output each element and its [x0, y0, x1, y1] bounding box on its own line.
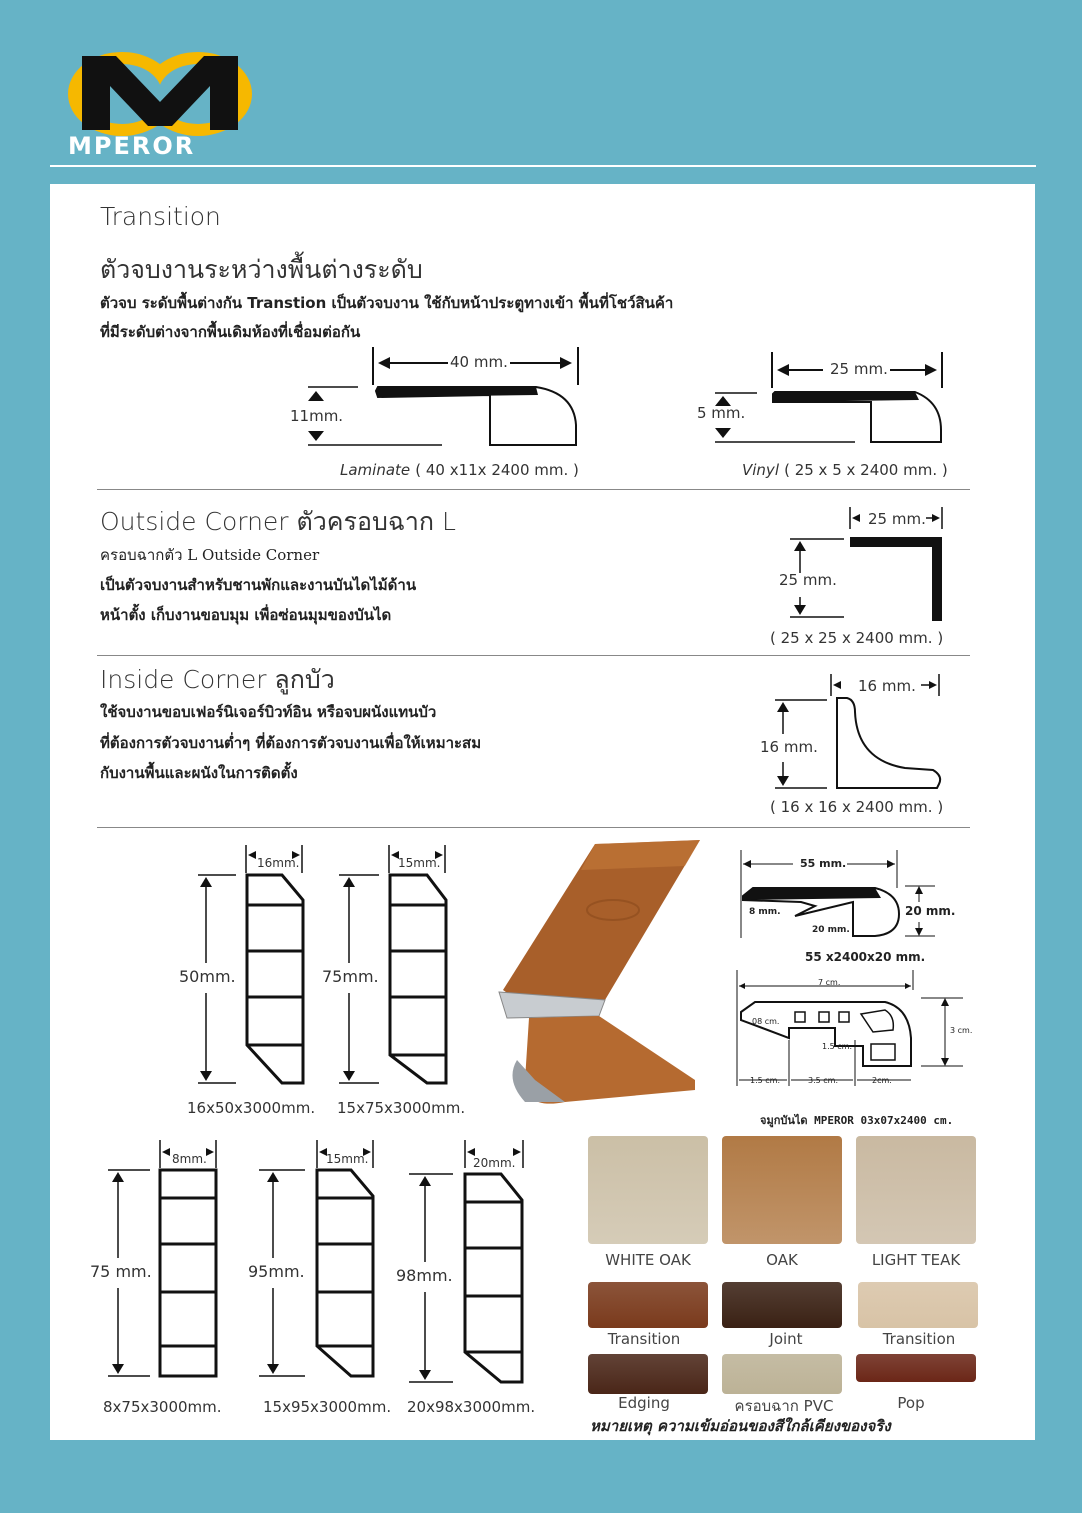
vinyl-caption [742, 460, 948, 479]
profile-15x95-width: 15mm. [326, 1152, 369, 1166]
swatch-label-oak: OAK [766, 1251, 798, 1269]
profile-8x75-caption: 8x75x3000mm. [103, 1398, 222, 1416]
stair-nose-large-inner: 1.5 cm. [822, 1042, 852, 1051]
vinyl-width: 25 mm. [830, 360, 888, 378]
stair-nose-large-left: 08 cm. [752, 1017, 780, 1026]
profile-16x50-height: 50mm. [179, 967, 236, 986]
swatch-light-teak [856, 1136, 976, 1244]
laminate-height: 11mm. [290, 407, 344, 425]
profile-20x98-width: 20mm. [473, 1156, 516, 1170]
profile-16x50-width: 16mm. [257, 856, 300, 870]
transition-desc-1: ตัวจบ ระดับพื้นต่างกัน Transtion เป็นตัวจบงาน ใช้กับหน้าประตูทางเข้า พื้นที่โชว์สินค้า [100, 294, 674, 312]
outside-corner-line-2: เป็นตัวจบงานสำหรับชานพักและงานบันไดไม้ด้าน [100, 576, 417, 594]
section-divider [97, 827, 970, 828]
profile-16x50-caption: 16x50x3000mm. [187, 1099, 316, 1117]
profile-8x75-height: 75 mm. [90, 1262, 152, 1281]
sample-label-pop: Pop [897, 1394, 925, 1412]
stair-nose-small-caption: 55 x2400x20 mm. [805, 950, 926, 964]
section-divider [97, 655, 970, 656]
outside-corner-caption: ( 25 x 25 x 2400 mm. ) [770, 629, 944, 647]
sample-label-transition-dark: Transition [607, 1330, 681, 1348]
profile-15x75-height: 75mm. [322, 967, 379, 986]
transition-desc-2: ที่มีระดับต่างจากพื้นเดิมห้องที่เชื่อมต่อกัน [100, 323, 361, 341]
sample-edging [588, 1354, 708, 1394]
sample-label-edging: Edging [618, 1394, 670, 1412]
laminate-caption-dims: ( 40 x11x 2400 mm. ) [415, 461, 579, 479]
stair-nose-large-right: 3 cm. [950, 1026, 973, 1035]
sample-label-pvc-corner: ครอบฉาก PVC [734, 1397, 834, 1415]
profile-20x98-caption: 20x98x3000mm. [407, 1398, 536, 1416]
stair-nose-large-diagram [735, 968, 975, 1088]
profile-15x75-width: 15mm. [398, 856, 441, 870]
laminate-width: 40 mm. [450, 353, 508, 371]
profile-20x98-height: 98mm. [396, 1266, 453, 1285]
swatch-label-light-teak: LIGHT TEAK [871, 1251, 961, 1269]
sample-pop [856, 1354, 976, 1382]
inside-corner-line-1: ใช้จบงานขอบเฟอร์นิเจอร์บิวท์อิน หรือจบผนังแทนบัว [100, 703, 437, 721]
vinyl-caption-name: Vinyl [742, 461, 779, 479]
stair-nose-small-inner: 8 mm. [749, 907, 781, 917]
sample-pvc-corner [722, 1354, 842, 1394]
brand-logo [60, 44, 260, 162]
outside-corner-width: 25 mm. [868, 510, 926, 528]
outside-corner-title: Outside Corner ตัวครอบฉาก L [100, 507, 456, 536]
profile-20x98-diagram [405, 1140, 535, 1385]
stair-nose-large-b1: 1.5 cm. [750, 1076, 780, 1085]
profile-8x75-width: 8mm. [172, 1152, 207, 1166]
laminate-caption [340, 460, 579, 479]
laminate-caption-name: Laminate [340, 461, 411, 479]
laminate-diagram [300, 345, 590, 455]
stair-nose-small-depth: 20 mm. [812, 925, 850, 935]
inside-corner-line-3: กับงานพื้นและผนังในการติดตั้ง [100, 764, 298, 782]
color-note: หมายเหตุ ความเข้มอ่อนของสีใกล้เคียงของจริง [590, 1417, 891, 1435]
stair-nose-large-caption: จมูกบันได MPEROR 03x07x2400 cm. [760, 1114, 954, 1127]
brand-name: MPEROR [68, 132, 196, 160]
stair-nose-large-b2: 3.5 cm. [808, 1076, 838, 1085]
section-divider [97, 489, 970, 490]
outside-corner-height: 25 mm. [779, 571, 837, 589]
sample-label-joint: Joint [769, 1330, 803, 1348]
swatch-oak [722, 1136, 842, 1244]
inside-corner-caption: ( 16 x 16 x 2400 mm. ) [770, 798, 944, 816]
header-rule [50, 165, 1036, 167]
profile-15x95-height: 95mm. [248, 1262, 305, 1281]
swatch-white-oak [588, 1136, 708, 1244]
stair-nose-large-b3: 2cm. [872, 1076, 892, 1085]
inside-corner-line-2: ที่ต้องการตัวจบงานต่ำๆ ที่ต้องการตัวจบงานเพื่อให้เหมาะสม [100, 734, 482, 752]
sample-joint [722, 1282, 842, 1328]
stair-nose-render [495, 840, 710, 1120]
transition-title: Transition [100, 202, 221, 231]
inside-corner-height: 16 mm. [760, 738, 818, 756]
stair-nose-small-width: 55 mm. [800, 857, 847, 870]
swatch-label-white-oak: WHITE OAK [605, 1251, 691, 1269]
inside-corner-width: 16 mm. [858, 677, 916, 695]
stair-nose-small-height: 20 mm. [905, 904, 956, 918]
outside-corner-line-3: หน้าตั้ง เก็บงานขอบมุม เพื่อซ่อนมุมของบันได [100, 606, 392, 624]
outside-corner-line-1: ครอบฉากตัว L Outside Corner [100, 546, 320, 564]
vinyl-caption-dims: ( 25 x 5 x 2400 mm. ) [784, 461, 948, 479]
sample-transition-light [858, 1282, 978, 1328]
profile-15x95-caption: 15x95x3000mm. [263, 1398, 392, 1416]
stair-nose-large-top: 7 cm. [818, 978, 841, 987]
sample-transition-dark [588, 1282, 708, 1328]
vinyl-height: 5 mm. [697, 404, 746, 422]
transition-thai-title: ตัวจบงานระหว่างพื้นต่างระดับ [100, 255, 423, 284]
profile-15x75-caption: 15x75x3000mm. [337, 1099, 466, 1117]
inside-corner-title: Inside Corner ลูกบัว [100, 665, 335, 694]
sample-label-transition-light: Transition [882, 1330, 956, 1348]
